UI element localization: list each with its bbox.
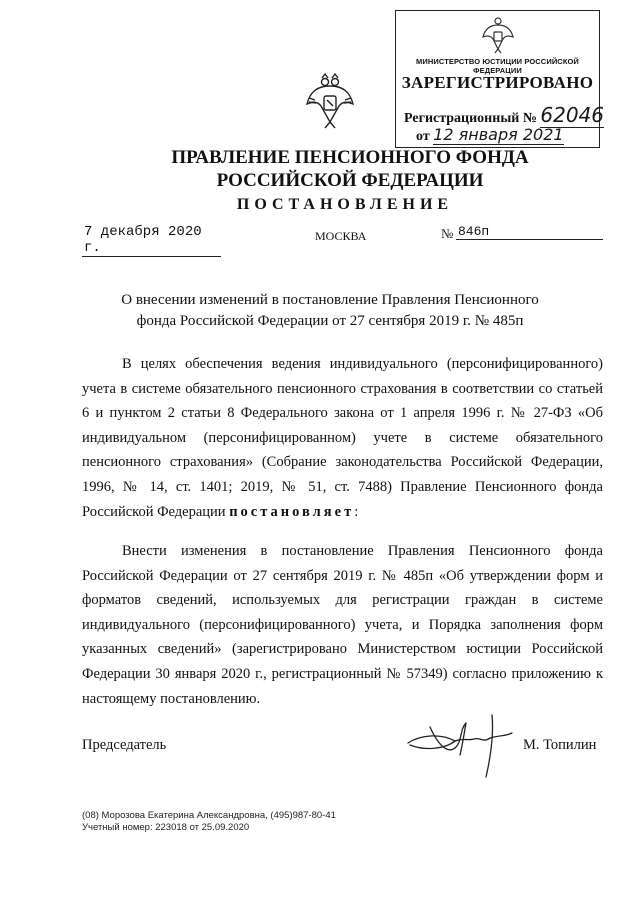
footer-account-number: Учетный номер: 223018 от 25.09.2020 xyxy=(82,822,250,833)
stamp-reg-number: 62046 xyxy=(540,103,605,127)
stamp-reg-number-line xyxy=(404,103,604,127)
body-paragraph-2: Внести изменения в постановление Правления Пенсионного фонда Российской Федерации от 27 сентября 2019 г. № 485п «Об утверждении форм и форматов сведений, используемых для регистрации граждан в системе индивидуального (персонифицированного) учета, и Порядка заполнения форм указанных сведений» (зарегистрировано Министерством юстиции Российской Федерации 30 января 2020 г., регистрационный № 57349) согласно приложению к настоящему постановлению. xyxy=(82,543,603,707)
para1-end: : xyxy=(354,503,359,520)
para1-resolves: постановляет xyxy=(229,503,355,520)
signatory-title: Председатель xyxy=(82,737,167,753)
document-city: МОСКВА xyxy=(315,229,367,243)
stamp-date-prefix: от xyxy=(416,129,430,144)
stamp-reg-label: Регистрационный № xyxy=(404,111,537,126)
stamp-ministry-name: МИНИСТЕРСТВО ЮСТИЦИИ РОССИЙСКОЙ ФЕДЕРАЦИИ xyxy=(416,57,579,75)
document-subject: О внесении изменений в постановление Правления Пенсионного фонда Российской Федерации от 27 сентября 2019 г. № 485п xyxy=(121,292,539,329)
footer xyxy=(82,810,336,834)
org-name-line2: РОССИЙСКОЙ ФЕДЕРАЦИИ xyxy=(216,170,484,191)
document-number: 846п xyxy=(456,224,603,240)
stamp-date-line xyxy=(416,125,564,145)
signatory-name: М. Топилин xyxy=(523,737,597,753)
stamp-registered-label: ЗАРЕГИСТРИРОВАНО xyxy=(401,73,594,92)
document-type: ПОСТАНОВЛЕНИЕ xyxy=(236,196,454,213)
body-paragraph-1 xyxy=(82,352,603,524)
stamp-emblem-icon xyxy=(480,15,516,55)
document-number-label: № xyxy=(441,226,454,241)
registration-stamp xyxy=(395,10,605,148)
signature-icon xyxy=(400,705,525,780)
emblem-icon xyxy=(305,72,355,130)
org-name-line1: ПРАВЛЕНИЕ ПЕНСИОННОГО ФОНДА xyxy=(171,147,529,168)
para1-text: В целях обеспечения ведения индивидуального (персонифицированного) учета в системе обязательного пенсионного страхования в соответствии со статьей 6 и пунктом 2 статьи 8 Федерального закона от 1 апреля 1996 г. № 27-ФЗ «Об индивидуальном (персонифицированном) учете в системе обязательного пенсионного страхования» (Собрание законодательства Российской Федерации, 1996, № 14, ст. 1401; 2019, № 51, ст. 7488) Правление Пенсионного фонда Российской Федерации xyxy=(82,356,603,520)
footer-executor: (08) Морозова Екатерина Александровна, (495)987-80-41 xyxy=(82,810,336,821)
stamp-date-value: 12 января 2021 xyxy=(433,125,564,144)
document-date: 7 декабря 2020 г. xyxy=(82,224,221,257)
